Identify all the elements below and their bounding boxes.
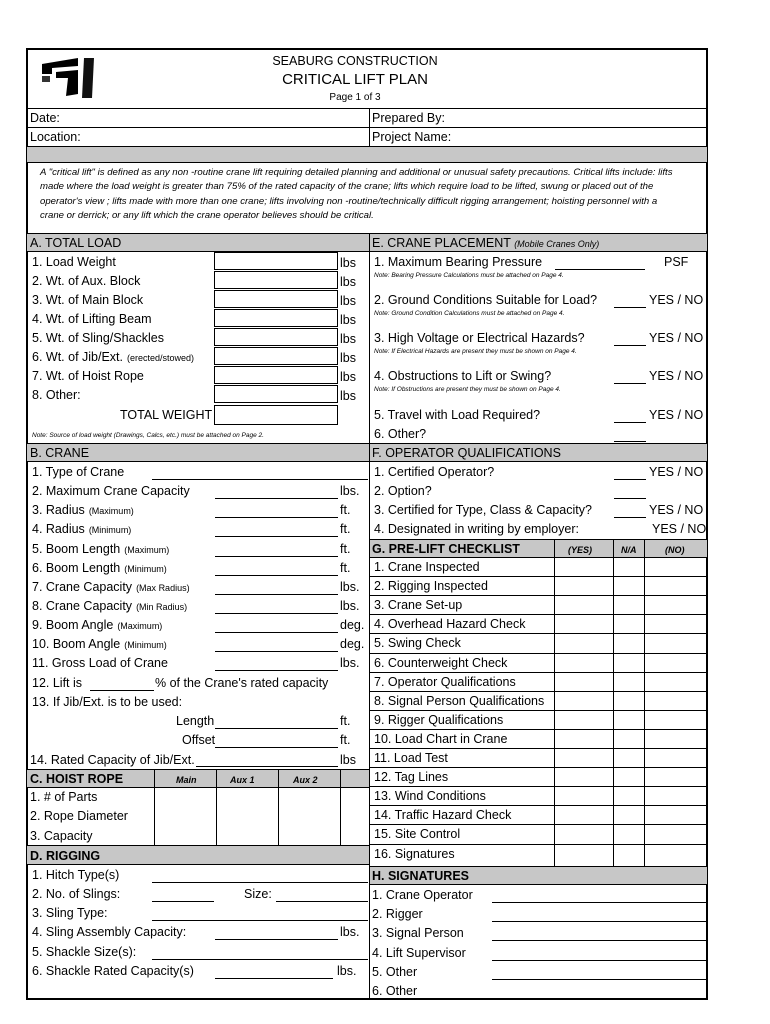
checklist-na-cell[interactable] <box>614 557 644 576</box>
crane-detail-qualifier: (Maximum) <box>124 545 170 555</box>
section-g-title: G. PRE-LIFT CHECKLIST <box>372 542 520 556</box>
hoist-rope-aux2-cell[interactable] <box>279 826 340 845</box>
operator-question: 2. Option? <box>374 484 432 498</box>
operator-answer-input[interactable] <box>614 479 646 480</box>
checklist-no-cell[interactable] <box>645 557 707 576</box>
crane-detail-qualifier: (Min Radius) <box>136 602 188 612</box>
yes-no-input[interactable] <box>614 345 646 346</box>
crane-detail-input[interactable] <box>215 536 338 537</box>
jib-rated-unit: lbs <box>340 753 356 767</box>
signature-label: 4. Lift Supervisor <box>372 945 466 960</box>
checklist-na-cell[interactable] <box>614 844 644 863</box>
hoist-rope-row-label: 1. # of Parts <box>30 790 98 804</box>
crane-detail-text: 9. Boom Angle <box>32 618 114 632</box>
total-load-input[interactable] <box>214 328 338 346</box>
shackle-rated-input[interactable] <box>215 978 333 979</box>
crane-detail-label <box>32 580 190 594</box>
crane-placement-question: 4. Obstructions to Lift or Swing? <box>374 369 552 383</box>
total-load-item-label: 6. Wt. of Jib/Ext. (erected/stowed) <box>32 350 195 364</box>
checklist-na-cell[interactable] <box>614 805 644 824</box>
lift-percent-label: 12. Lift is <box>32 676 83 690</box>
total-load-item-label: 3. Wt. of Main Block <box>32 293 144 307</box>
crane-detail-text: 2. Maximum Crane Capacity <box>32 484 190 498</box>
checklist-no-cell[interactable] <box>645 633 707 652</box>
checklist-yes-cell[interactable] <box>555 576 613 595</box>
checklist-yes-cell[interactable] <box>555 672 613 691</box>
critical-lift-definition: A "critical lift" is defined as any non -routine crane lift requiring detailed planning and additional or unusual safety precautions. Critical lifts include: lifts made where the load weight is greater than 75% of the rated capacity of the crane; lifts which require load to be lifted, swung or placed out of the operator's view ; lifts made with more than one crane; lifts involving non -routine/technically difficult rigging arrangement; hoisting personnel with a crane or derrick; or any lift which the crane operator believes should be critical. <box>40 167 673 222</box>
psf-unit: PSF <box>664 255 689 269</box>
checklist-yes-cell[interactable] <box>555 595 613 614</box>
checklist-item: 15. Site Control <box>374 827 461 842</box>
crane-detail-label <box>32 656 172 670</box>
location-field[interactable]: Location: <box>30 130 81 144</box>
signature-line[interactable] <box>492 979 706 980</box>
hoist-rope-aux1-cell[interactable] <box>217 806 278 825</box>
sling-count-input[interactable] <box>152 901 214 902</box>
lbs-unit: lbs <box>340 294 356 308</box>
total-load-input[interactable] <box>214 252 338 270</box>
checklist-item: 13. Wind Conditions <box>374 789 486 804</box>
section-a-title: A. TOTAL LOAD <box>30 236 122 250</box>
hoist-rope-main-cell[interactable] <box>155 826 216 845</box>
total-weight-label: TOTAL WEIGHT <box>120 408 213 422</box>
total-load-item-label: 4. Wt. of Lifting Beam <box>32 312 152 326</box>
crane-detail-input[interactable] <box>215 670 338 671</box>
checklist-na-cell[interactable] <box>614 633 644 652</box>
sling-size-input[interactable] <box>276 901 368 902</box>
total-weight-input[interactable] <box>214 405 338 425</box>
checklist-item: 5. Swing Check <box>374 636 461 651</box>
hitch-type-input[interactable] <box>152 882 368 883</box>
checklist-item: 6. Counterweight Check <box>374 655 508 670</box>
crane-placement-note: Note: If Obstructions are present they must be shown on Page 4. <box>374 386 561 393</box>
checklist-item: 14. Traffic Hazard Check <box>374 808 512 823</box>
crane-detail-qualifier: (Maximum) <box>88 506 134 516</box>
checklist-no-cell[interactable] <box>645 595 707 614</box>
shackle-size-label: 5. Shackle Size(s): <box>32 945 137 959</box>
total-load-item-label: 2. Wt. of Aux. Block <box>32 274 141 288</box>
checklist-yes-cell[interactable] <box>555 557 613 576</box>
hoist-rope-row-label: 2. Rope Diameter <box>30 809 128 824</box>
signature-line[interactable] <box>492 960 706 961</box>
signature-label: 3. Signal Person <box>372 926 464 941</box>
crane-detail-label <box>32 599 187 613</box>
crane-detail-input[interactable] <box>215 613 338 614</box>
hoist-rope-main-cell[interactable] <box>155 806 216 825</box>
sling-type-input[interactable] <box>152 920 368 921</box>
sling-assembly-label: 4. Sling Assembly Capacity: <box>32 925 187 939</box>
checklist-yes-cell[interactable] <box>555 844 613 863</box>
total-load-input[interactable] <box>214 347 338 365</box>
yes-no-option[interactable]: YES / NO <box>649 369 704 383</box>
checklist-item: 7. Operator Qualifications <box>374 674 516 689</box>
jib-offset-unit: ft. <box>340 733 351 747</box>
col-aux1: Aux 1 <box>230 775 255 785</box>
checklist-no-cell[interactable] <box>645 786 707 805</box>
operator-question: 4. Designated in writing by employer: <box>374 522 579 536</box>
jib-offset-label: Offset <box>182 733 216 747</box>
checklist-item: 16. Signatures <box>374 846 455 861</box>
crane-detail-qualifier: (Maximum) <box>117 621 163 631</box>
crane-detail-text: 5. Boom Length <box>32 542 121 556</box>
crane-detail-unit: ft. <box>340 561 351 575</box>
crane-detail-label <box>32 522 131 536</box>
crane-placement-note: Note: If Electrical Hazards are present they must be shown on Page 4. <box>374 348 577 355</box>
yes-no-option[interactable]: YES / NO <box>652 522 707 536</box>
total-load-input[interactable] <box>214 366 338 384</box>
checklist-item: 3. Crane Set-up <box>374 598 463 613</box>
crane-detail-label <box>32 484 194 498</box>
jib-rated-input[interactable] <box>196 766 338 767</box>
checklist-no-cell[interactable] <box>645 729 707 748</box>
yes-no-input[interactable] <box>614 383 646 384</box>
checklist-na-cell[interactable] <box>614 824 644 843</box>
crane-detail-input[interactable] <box>215 517 338 518</box>
checklist-yes-cell[interactable] <box>555 824 613 843</box>
yes-no-input[interactable] <box>614 307 646 308</box>
checklist-na-cell[interactable] <box>614 786 644 805</box>
checklist-na-cell[interactable] <box>614 576 644 595</box>
signature-label: 2. Rigger <box>372 907 423 922</box>
hoist-rope-row-label: 3. Capacity <box>30 828 93 843</box>
checklist-item: 4. Overhead Hazard Check <box>374 617 526 632</box>
sling-assembly-unit: lbs. <box>340 925 360 939</box>
col-aux2: Aux 2 <box>293 775 318 785</box>
jib-rated-label: 14. Rated Capacity of Jib/Ext. <box>30 753 195 767</box>
checklist-na-cell[interactable] <box>614 672 644 691</box>
crane-placement-note: Note: Ground Condition Calculations must be attached on Page 4. <box>374 310 565 317</box>
operator-answer-input[interactable] <box>614 498 646 499</box>
col-no: (NO) <box>665 545 685 555</box>
crane-detail-qualifier: (Minimum) <box>124 564 167 574</box>
section-b-title: B. CRANE <box>30 446 90 460</box>
bearing-pressure-input[interactable] <box>555 269 645 270</box>
operator-question: 3. Certified for Type, Class & Capacity? <box>374 503 592 517</box>
crane-detail-qualifier: (Minimum) <box>88 525 132 535</box>
checklist-na-cell[interactable] <box>614 729 644 748</box>
crane-detail-label <box>32 503 134 517</box>
hoist-rope-aux2-cell[interactable] <box>279 787 340 806</box>
crane-detail-unit: lbs. <box>340 599 360 613</box>
lbs-unit: lbs <box>340 370 356 384</box>
crane-detail-qualifier: (Max Radius) <box>136 583 190 593</box>
signature-line[interactable] <box>492 921 706 922</box>
sling-assembly-input[interactable] <box>215 939 338 940</box>
checklist-yes-cell[interactable] <box>555 691 613 710</box>
crane-detail-qualifier: (Minimum) <box>124 640 167 650</box>
shackle-rated-label: 6. Shackle Rated Capacity(s) <box>32 964 194 978</box>
other-input[interactable] <box>614 441 646 442</box>
checklist-item: 10. Load Chart in Crane <box>374 731 508 746</box>
date-field[interactable]: Date: <box>30 111 60 125</box>
crane-detail-label <box>32 542 169 556</box>
section-c-title: C. HOIST ROPE <box>30 772 124 786</box>
crane-placement-question: 5. Travel with Load Required? <box>374 408 541 422</box>
total-load-input[interactable] <box>214 290 338 308</box>
crane-detail-unit: lbs. <box>340 484 360 498</box>
sling-type-label: 3. Sling Type: <box>32 906 108 920</box>
checklist-na-cell[interactable] <box>614 767 644 786</box>
checklist-na-cell[interactable] <box>614 614 644 633</box>
jib-length-input[interactable] <box>215 728 338 729</box>
crane-placement-question: 3. High Voltage or Electrical Hazards? <box>374 331 585 345</box>
crane-placement-question: 2. Ground Conditions Suitable for Load? <box>374 293 598 307</box>
checklist-no-cell[interactable] <box>645 767 707 786</box>
hoist-rope-aux1-cell[interactable] <box>217 826 278 845</box>
crane-detail-unit: ft. <box>340 542 351 556</box>
lbs-unit: lbs <box>340 313 356 327</box>
checklist-no-cell[interactable] <box>645 614 707 633</box>
section-e-title: E. CRANE PLACEMENT (Mobile Cranes Only) <box>372 236 600 250</box>
crane-detail-text: 3. Radius <box>32 503 85 517</box>
hoist-rope-aux2-cell[interactable] <box>279 806 340 825</box>
checklist-no-cell[interactable] <box>645 748 707 767</box>
col-na: N/A <box>621 545 637 555</box>
load-weight-source-note: Note: Source of load weight (Drawings, Calcs, etc.) must be attached on Page 2. <box>32 432 264 439</box>
crane-detail-label <box>32 561 167 575</box>
project-name-field[interactable]: Project Name: <box>372 130 452 144</box>
crane-detail-text: 7. Crane Capacity <box>32 580 133 594</box>
lbs-unit: lbs <box>340 256 356 270</box>
crane-detail-unit: deg. <box>340 637 365 651</box>
checklist-no-cell[interactable] <box>645 710 707 729</box>
bearing-pressure-label: 1. Maximum Bearing Pressure <box>374 255 543 269</box>
checklist-na-cell[interactable] <box>614 748 644 767</box>
lbs-unit: lbs <box>340 332 356 346</box>
crane-detail-text: 6. Boom Length <box>32 561 121 575</box>
checklist-no-cell[interactable] <box>645 691 707 710</box>
crane-type-input[interactable] <box>152 479 368 480</box>
checklist-no-cell[interactable] <box>645 824 707 843</box>
crane-detail-input[interactable] <box>215 651 338 652</box>
signature-label: 1. Crane Operator <box>372 888 473 902</box>
crane-detail-unit: lbs. <box>340 656 360 670</box>
checklist-item: 11. Load Test <box>374 751 448 765</box>
signature-line[interactable] <box>492 940 706 941</box>
shackle-size-input[interactable] <box>152 959 368 960</box>
lbs-unit: lbs <box>340 389 356 403</box>
crane-detail-input[interactable] <box>215 498 338 499</box>
yes-no-option[interactable]: YES / NO <box>649 465 704 479</box>
section-f-title: F. OPERATOR QUALIFICATIONS <box>372 446 561 460</box>
crane-detail-input[interactable] <box>215 556 338 557</box>
crane-detail-unit: deg. <box>340 618 365 632</box>
col-main: Main <box>176 775 197 785</box>
crane-detail-input[interactable] <box>215 594 338 595</box>
checklist-yes-cell[interactable] <box>555 786 613 805</box>
crane-detail-text: 4. Radius <box>32 522 85 536</box>
yes-no-option[interactable]: YES / NO <box>649 331 704 345</box>
crane-detail-label <box>32 618 162 632</box>
page-title: CRITICAL LIFT PLAN <box>282 71 428 88</box>
signature-label: 6. Other <box>372 984 418 998</box>
jib-length-label: Length <box>176 714 215 728</box>
checklist-yes-cell[interactable] <box>555 767 613 786</box>
total-load-input[interactable] <box>214 271 338 289</box>
lift-percent-input[interactable] <box>90 690 154 691</box>
crane-detail-input[interactable] <box>215 575 338 576</box>
checklist-na-cell[interactable] <box>614 653 644 672</box>
prepared-by-field[interactable]: Prepared By: <box>372 111 445 125</box>
yes-no-option[interactable]: YES / NO <box>649 293 704 307</box>
company-name: SEABURG CONSTRUCTION <box>272 54 438 68</box>
total-load-input[interactable] <box>214 385 338 403</box>
hoist-rope-main-cell[interactable] <box>155 787 216 806</box>
total-load-item-label: 7. Wt. of Hoist Rope <box>32 369 144 383</box>
signature-line[interactable] <box>492 998 706 999</box>
operator-answer-input[interactable] <box>614 517 646 518</box>
checklist-item: 12. Tag Lines <box>374 770 449 785</box>
other-label: 6. Other? <box>374 427 427 441</box>
total-load-item-label: 1. Load Weight <box>32 255 116 269</box>
crane-detail-text: 11. Gross Load of Crane <box>32 656 168 670</box>
bearing-pressure-note: Note: Bearing Pressure Calculations must be attached on Page 4. <box>374 272 564 279</box>
checklist-no-cell[interactable] <box>645 805 707 824</box>
signature-line[interactable] <box>492 902 706 903</box>
checklist-na-cell[interactable] <box>614 595 644 614</box>
lbs-unit: lbs <box>340 275 356 289</box>
lift-percent-suffix: % of the Crane's rated capacity <box>155 676 329 690</box>
checklist-no-cell[interactable] <box>645 844 707 863</box>
col-yes: (YES) <box>568 545 593 555</box>
crane-detail-text: 10. Boom Angle <box>32 637 121 651</box>
checklist-yes-cell[interactable] <box>555 710 613 729</box>
checklist-item: 1. Crane Inspected <box>374 560 480 574</box>
crane-detail-label <box>32 637 167 651</box>
crane-detail-input[interactable] <box>215 632 338 633</box>
checklist-yes-cell[interactable] <box>555 729 613 748</box>
crane-detail-unit: ft. <box>340 522 351 536</box>
section-h-title: H. SIGNATURES <box>372 869 469 883</box>
sling-size-label: Size: <box>244 887 272 901</box>
crane-detail-unit: ft. <box>340 503 351 517</box>
hitch-type-label: 1. Hitch Type(s) <box>32 868 120 882</box>
checklist-item: 9. Rigger Qualifications <box>374 712 504 727</box>
lbs-unit: lbs <box>340 351 356 365</box>
operator-question: 1. Certified Operator? <box>374 465 495 479</box>
checklist-yes-cell[interactable] <box>555 633 613 652</box>
sling-count-label: 2. No. of Slings: <box>32 887 121 901</box>
total-load-item-label: 5. Wt. of Sling/Shackles <box>32 331 165 345</box>
checklist-yes-cell[interactable] <box>555 748 613 767</box>
checklist-no-cell[interactable] <box>645 672 707 691</box>
checklist-item: 2. Rigging Inspected <box>374 579 488 594</box>
checklist-na-cell[interactable] <box>614 710 644 729</box>
jib-state-note: (erected/stowed) <box>127 353 195 363</box>
page-number: Page 1 of 3 <box>329 92 381 103</box>
crane-detail-text: 8. Crane Capacity <box>32 599 133 613</box>
checklist-yes-cell[interactable] <box>555 653 613 672</box>
total-load-input[interactable] <box>214 309 338 327</box>
crane-detail-unit: lbs. <box>340 580 360 594</box>
checklist-yes-cell[interactable] <box>555 805 613 824</box>
checklist-na-cell[interactable] <box>614 691 644 710</box>
jib-length-unit: ft. <box>340 714 351 728</box>
yes-no-option[interactable]: YES / NO <box>649 503 704 517</box>
yes-no-option[interactable]: YES / NO <box>649 408 704 422</box>
signature-label: 5. Other <box>372 964 418 979</box>
yes-no-input[interactable] <box>614 422 646 423</box>
section-d-title: D. RIGGING <box>30 849 101 863</box>
shackle-rated-unit: lbs. <box>337 964 357 978</box>
checklist-item: 8. Signal Person Qualifications <box>374 693 545 708</box>
hoist-rope-aux1-cell[interactable] <box>217 787 278 806</box>
checklist-no-cell[interactable] <box>645 653 707 672</box>
jib-label: 13. If Jib/Ext. is to be used: <box>32 695 183 709</box>
checklist-yes-cell[interactable] <box>555 614 613 633</box>
crane-type-label: 1. Type of Crane <box>32 465 125 479</box>
total-load-item-label: 8. Other: <box>32 388 81 402</box>
checklist-no-cell[interactable] <box>645 576 707 595</box>
jib-offset-input[interactable] <box>215 747 338 748</box>
